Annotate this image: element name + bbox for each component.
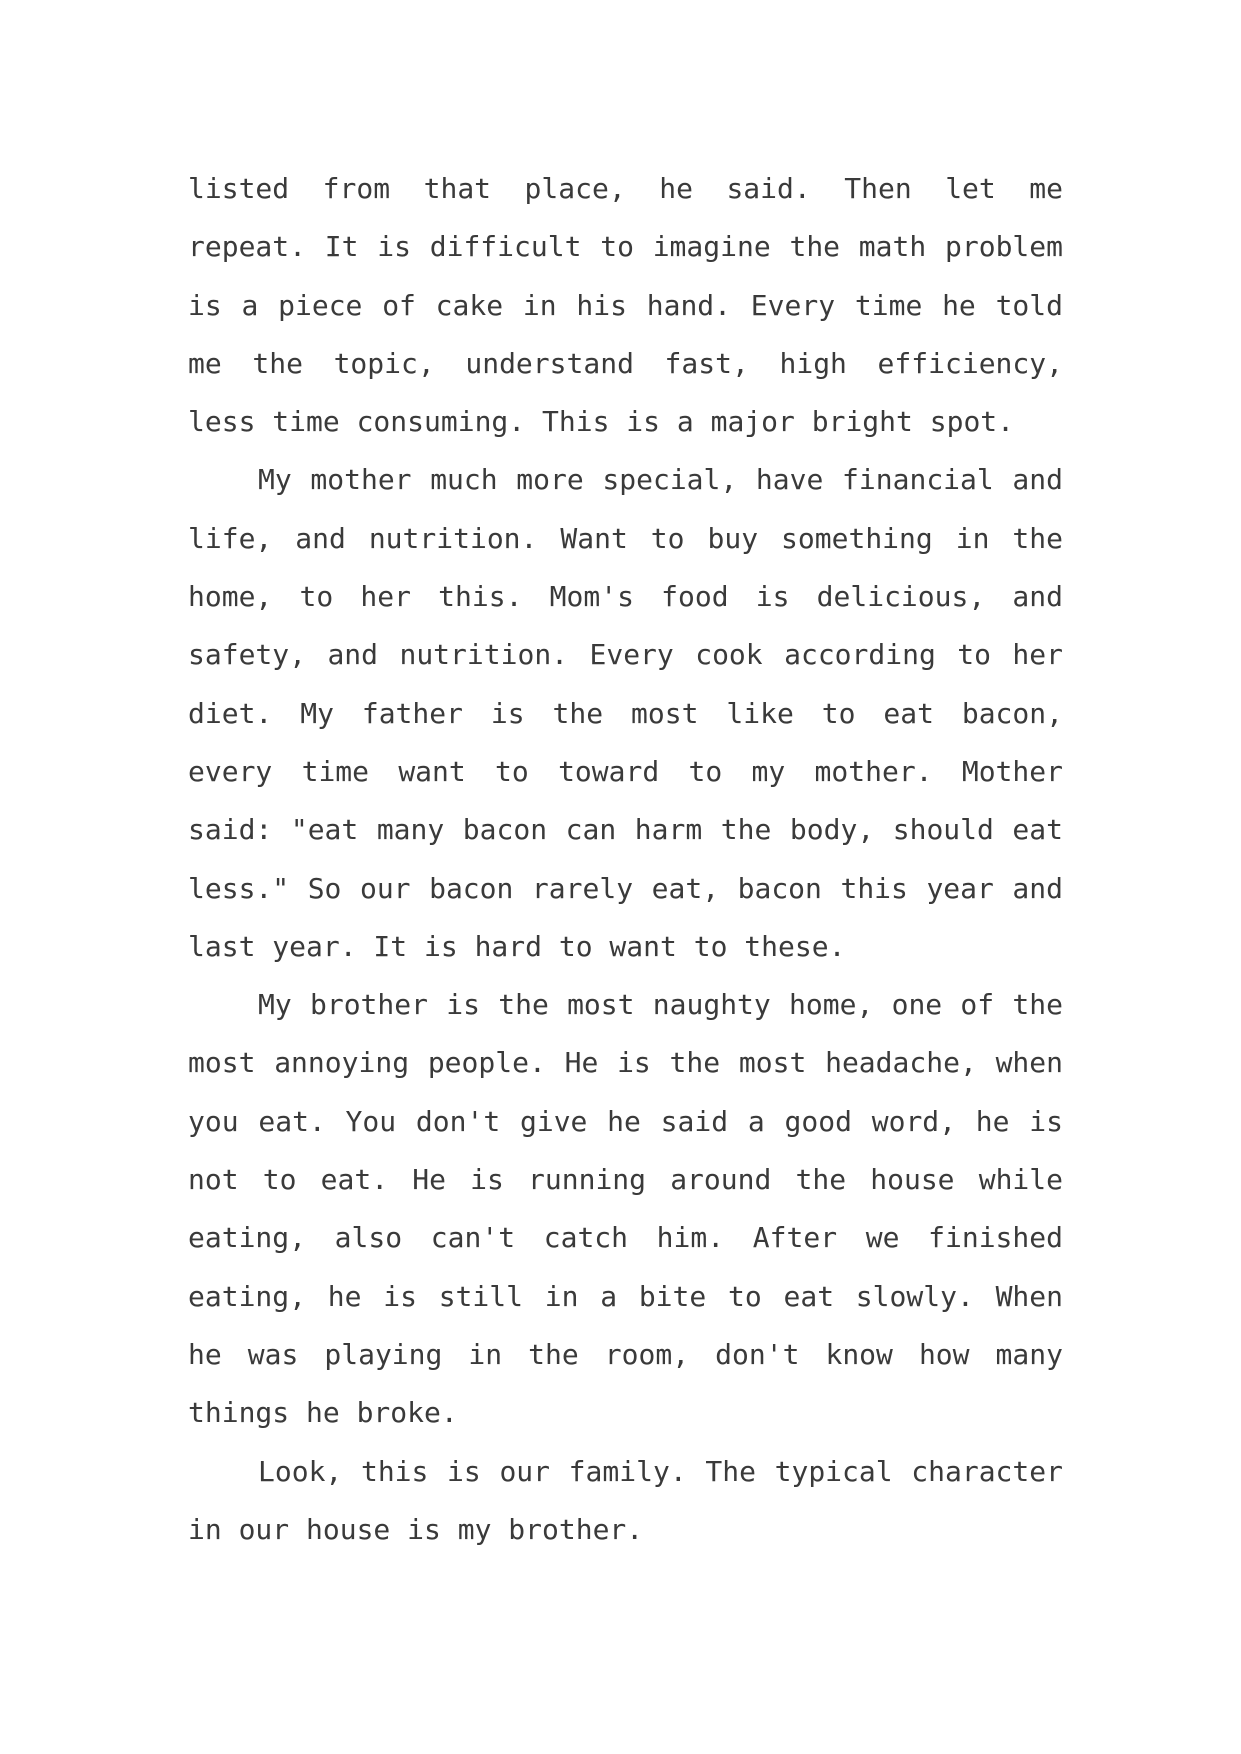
paragraph-1: listed from that place, he said. Then let me repeat. It is difficult to imagine the math problem is a piece of cake in his hand. Every time he told me the topic, understand fast, high efficiency, less time consuming. This is a major bright spot. — [188, 172, 1063, 439]
paragraph-4: Look, this is our family. The typical character in our house is my brother. — [188, 1454, 1063, 1546]
paragraph-2: My mother much more special, have financial and life, and nutrition. Want to buy something in the home, to her this. Mom's food is delicious, and safety, and nutrition. Every cook according to her diet. My father is the most like to eat bacon, every time want to toward to my mother. Mother said: "eat many bacon can harm the body, should eat less." So our bacon rarely eat, bacon this year and last year. It is hard to want to these. — [188, 463, 1063, 963]
paragraph-3: My brother is the most naughty home, one of the most annoying people. He is the most headache, when you eat. You don't give he said a good word, he is not to eat. He is running around the house while eating, also can't catch him. After we finished eating, he is still in a bite to eat slowly. When he was playing in the room, don't know how many things he broke. — [188, 988, 1063, 1430]
body-text — [188, 160, 1063, 1559]
